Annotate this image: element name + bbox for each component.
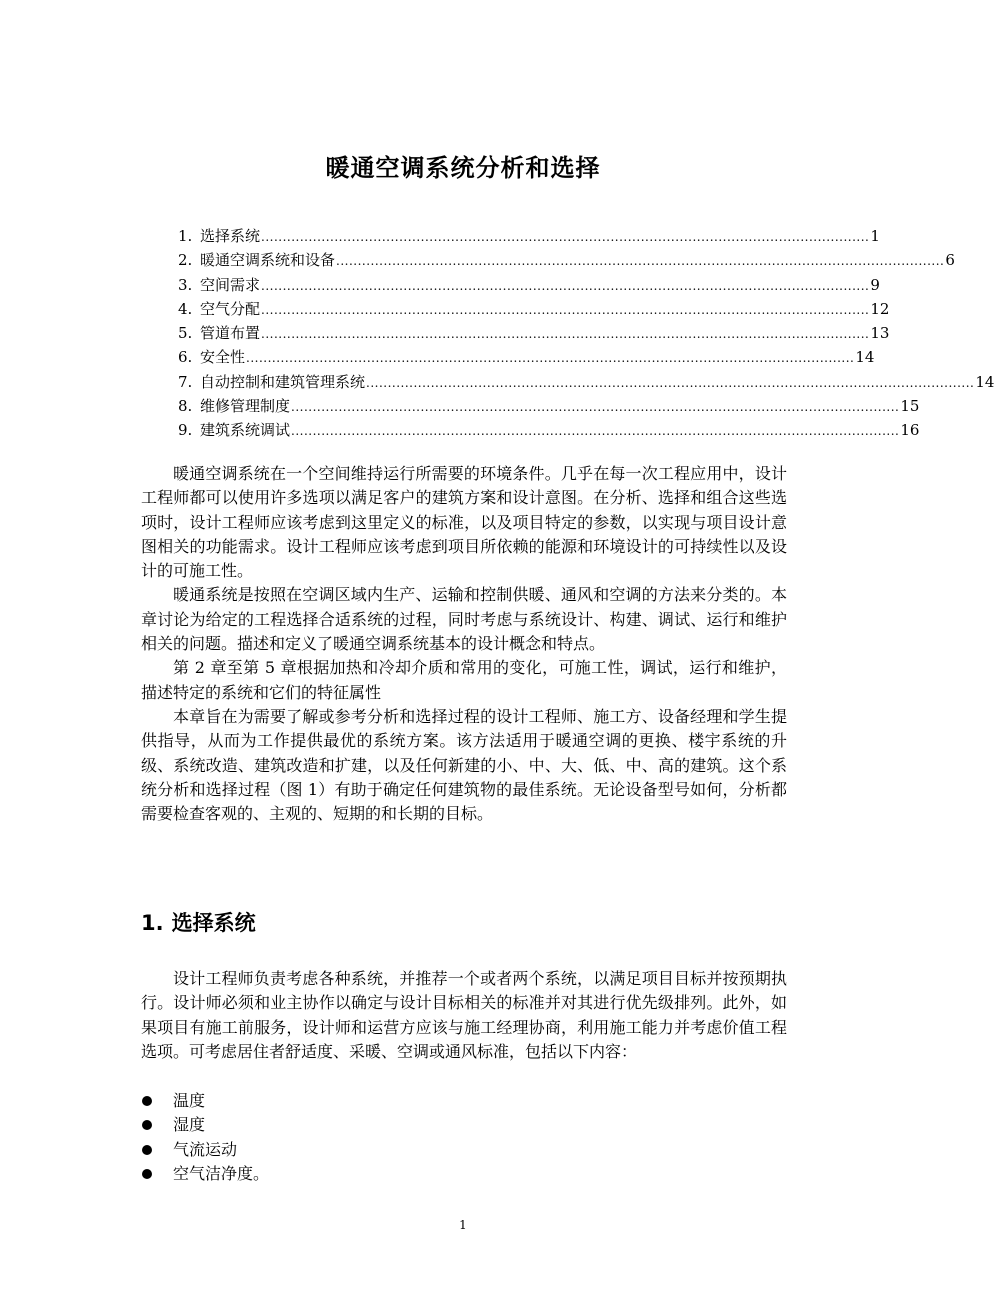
toc-entry-number: 3. bbox=[178, 275, 193, 294]
toc-leader-dots: ............................................................................................................................................. bbox=[261, 302, 870, 317]
page-number: 1 bbox=[459, 1218, 467, 1232]
intro-paragraph: 暖通空调系统在一个空间维持运行所需要的环境条件。几乎在每一次工程应用中，设计工程师都可以使用许多选项以满足客户的建筑方案和设计意图。在分析、选择和组合这些选项时，设计工程师应该考虑到这里定义的标准，以及项目特定的参数，以实现与项目设计意图相关的功能需求。设计工程师应该考虑到项目所依赖的能源和环境设计的可持续性以及设计的可施工性。 bbox=[141, 464, 787, 581]
intro-paragraph: 第 2 章至第 5 章根据加热和冷却介质和常用的变化，可施工性，调试，运行和维护，描述特定的系统和它们的特征属性 bbox=[141, 658, 787, 702]
toc-leader-dots: ............................................................................................................................................. bbox=[336, 254, 945, 269]
intro-paragraph: 本章旨在为需要了解或参考分析和选择过程的设计工程师、施工方、设备经理和学生提供指导，从而为工作提供最优的系统方案。该方法适用于暖通空调的更换、楼宇系统的升级、系统改造、建筑改造和扩建，以及任何新建的小、中、大、低、中、高的建筑。这个系统分析和选择过程（图 1）有助于确定任何建筑物的最佳系统。无论设备型号如何，分析都需要检查客观的、主观的、短期的和长期的目标。 bbox=[141, 706, 787, 824]
toc-entry-page: 13 bbox=[870, 324, 890, 343]
toc-entry[interactable] bbox=[178, 297, 890, 321]
toc-leader-dots: ............................................................................................................................................. bbox=[261, 230, 870, 244]
toc-entry[interactable] bbox=[178, 321, 890, 345]
toc-entry-label: 管道布置 bbox=[200, 324, 261, 343]
toc-entry[interactable] bbox=[178, 418, 920, 442]
toc-entry-number: 4. bbox=[178, 299, 193, 318]
toc-leader-dots: ............................................................................................................................................. bbox=[261, 278, 870, 293]
toc-entry-number: 8. bbox=[178, 397, 193, 416]
list-item-text: 气流运动 bbox=[173, 1139, 238, 1159]
toc-entry-label: 安全性 bbox=[200, 348, 246, 367]
section-number: 1. bbox=[141, 911, 164, 935]
list-item bbox=[141, 1089, 787, 1113]
toc-entry-page: 14 bbox=[855, 348, 875, 367]
toc-entry-label: 选择系统 bbox=[200, 227, 261, 245]
section-paragraph: 设计工程师负责考虑各种系统，并推荐一个或者两个系统，以满足项目目标并按预期执行。设计师必须和业主协作以确定与设计目标相关的标准并对其进行优先级排列。此外，如果项目有施工前服务，设计师和运营方应该与施工经理协商，利用施工能力并考虑价值工程选项。可考虑居住者舒适度、采暖、空调或通风标准，包括以下内容： bbox=[141, 969, 787, 1061]
toc-entry-page: 16 bbox=[900, 421, 920, 440]
toc-entry-number: 1. bbox=[178, 227, 193, 245]
bullet-icon bbox=[142, 1145, 152, 1155]
section-title: 选择系统 bbox=[171, 911, 256, 935]
toc-entry-number: 9. bbox=[178, 421, 193, 440]
intro-section bbox=[141, 462, 787, 826]
toc-entry-page: 14 bbox=[975, 372, 994, 391]
intro-paragraph: 暖通系统是按照在空调区域内生产、运输和控制供暖、通风和空调的方法来分类的。本章讨论为给定的工程选择合适系统的过程，同时考虑与系统设计、构建、调试、运行和维护相关的问题。描述和定义了暖通空调系统基本的设计概念和特点。 bbox=[141, 585, 787, 654]
toc-leader-dots: ............................................................................................................................................. bbox=[291, 400, 900, 415]
toc-entry-number: 6. bbox=[178, 348, 193, 367]
toc-entry-page: 6 bbox=[945, 251, 955, 270]
bullet-icon bbox=[142, 1120, 152, 1130]
toc-entry[interactable] bbox=[178, 273, 880, 297]
bullet-icon bbox=[142, 1169, 152, 1179]
toc-entry[interactable] bbox=[178, 370, 994, 394]
toc-entry-number: 5. bbox=[178, 324, 193, 343]
list-item-text: 空气洁净度。 bbox=[173, 1163, 270, 1183]
toc-entry[interactable] bbox=[178, 224, 880, 248]
bullet-list bbox=[141, 1089, 787, 1186]
toc-entry-label: 自动控制和建筑管理系统 bbox=[200, 372, 366, 391]
toc-entry-label: 建筑系统调试 bbox=[200, 421, 291, 440]
toc-entry-label: 暖通空调系统和设备 bbox=[200, 251, 336, 270]
bullet-icon bbox=[142, 1096, 152, 1106]
list-item-text: 湿度 bbox=[173, 1115, 206, 1135]
toc-entry-page: 1 bbox=[870, 227, 880, 245]
toc-entry[interactable] bbox=[178, 248, 955, 272]
section-body bbox=[141, 967, 787, 1064]
list-item bbox=[141, 1113, 787, 1137]
toc-entry-page: 15 bbox=[900, 397, 920, 416]
section-heading bbox=[141, 907, 256, 939]
toc-leader-dots: ............................................................................................................................................. bbox=[366, 375, 975, 390]
list-item-text: 温度 bbox=[173, 1091, 206, 1110]
toc-entry-number: 7. bbox=[178, 372, 193, 391]
toc-entry-label: 维修管理制度 bbox=[200, 397, 291, 416]
toc-entry[interactable] bbox=[178, 345, 875, 369]
toc-leader-dots: ............................................................................................................................................. bbox=[261, 327, 870, 342]
document-title: 暖通空调系统分析和选择 bbox=[325, 154, 601, 182]
toc-entry-page: 12 bbox=[870, 299, 890, 318]
toc-entry-label: 空间需求 bbox=[200, 275, 261, 294]
list-item bbox=[141, 1162, 787, 1186]
list-item bbox=[141, 1138, 787, 1162]
toc-leader-dots: ............................................................................................................................................. bbox=[246, 351, 855, 366]
toc-leader-dots: ............................................................................................................................................. bbox=[291, 424, 900, 439]
toc-entry-page: 9 bbox=[870, 275, 880, 294]
table-of-contents bbox=[178, 224, 994, 443]
toc-entry-label: 空气分配 bbox=[200, 299, 261, 318]
toc-entry-number: 2. bbox=[178, 251, 193, 270]
toc-entry[interactable] bbox=[178, 394, 920, 418]
